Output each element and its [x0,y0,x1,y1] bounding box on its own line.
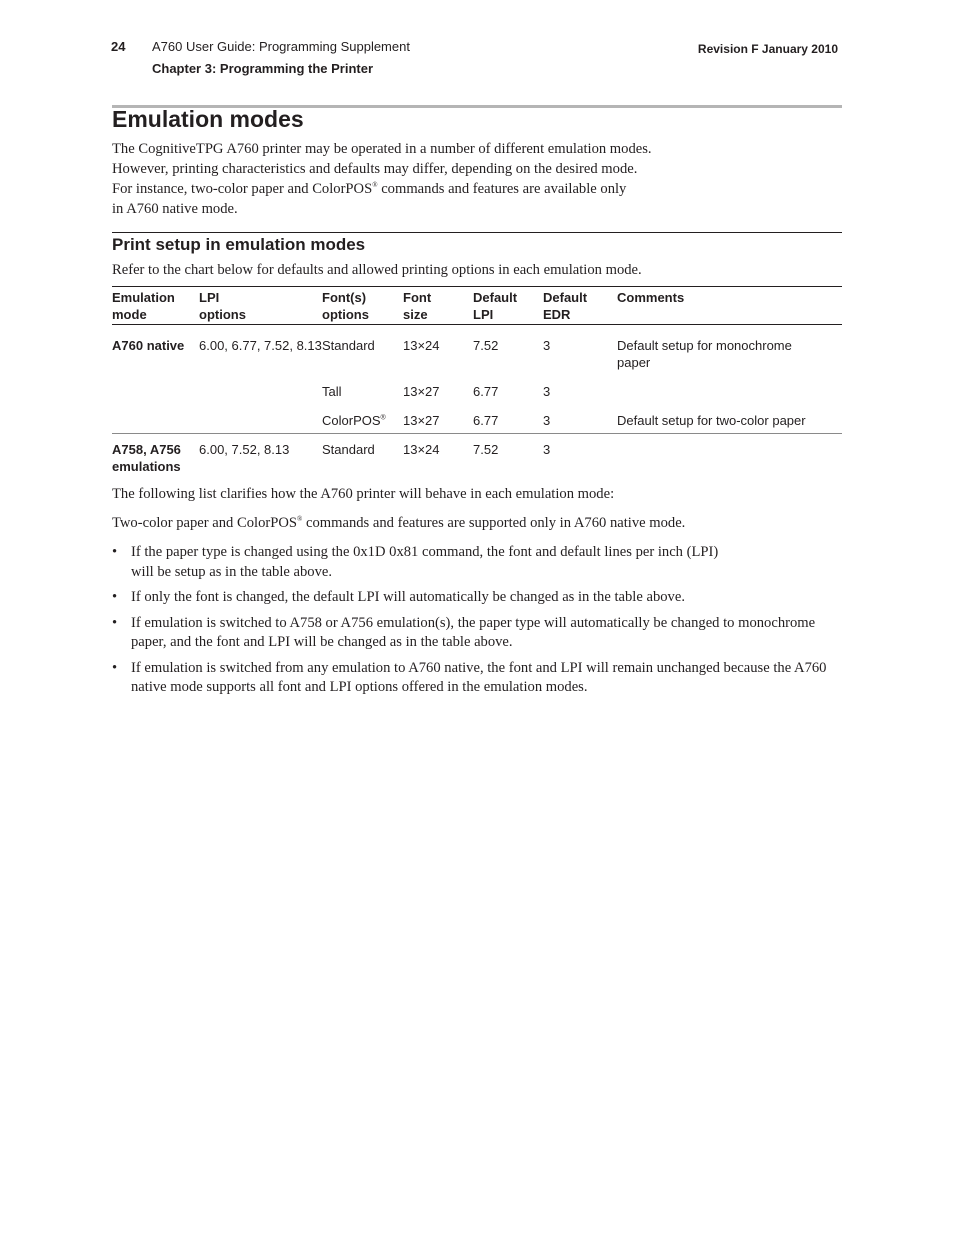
list-item: • If emulation is switched from any emulation to A760 native, the font and LPI will remain unchanged because the A760 native mode supports all font and LPI options offered in the emulation modes. [112,659,827,695]
header-comments: Comments [617,290,685,305]
cell-edr: 3 [543,384,551,399]
following-paragraph: The following list clarifies how the A760 printer will behave in each emulation mode: [112,486,615,502]
cell-edr: 3 [543,442,551,457]
bullet-icon: • [112,544,118,560]
intro-line-4: in A760 native mode. [112,201,238,217]
cell-size: 13×24 [403,442,440,457]
intro-line-3a: For instance, two-color paper and ColorPOS [112,181,373,197]
header-font-size: Font size [403,290,432,322]
registered-mark: ® [372,181,378,190]
cell-lpi: 6.00, 7.52, 8.13 [199,442,290,457]
header-emulation-mode: Emulation mode [112,290,175,322]
cell-comment: Default setup for two-color paper [617,413,806,428]
document-title: A760 User Guide: Programming Supplement [152,39,410,54]
cell-default-lpi: 7.52 [473,442,499,457]
intro-line-3b: commands and features are available only [377,181,627,197]
cell-size: 13×27 [403,384,440,399]
table-top-rule [112,286,842,287]
page-number: 24 [111,39,126,54]
cell-default-lpi: 6.77 [473,384,499,399]
subsection-divider [112,232,842,233]
intro-paragraph [112,139,692,219]
cell-default-lpi: 6.77 [473,413,499,428]
cell-lpi: 6.00, 6.77, 7.52, 8.13 [199,338,322,353]
header-default-lpi: Default LPI [473,290,518,322]
refer-text: Refer to the chart below for defaults and allowed printing options in each emulation mode. [112,262,642,278]
registered-mark: ® [297,515,303,524]
bullet-icon: • [112,659,118,676]
cell-edr: 3 [543,413,551,428]
table-header-rule [112,324,842,325]
cell-default-lpi: 7.52 [473,338,499,353]
intro-line-2: However, printing characteristics and defaults may differ, depending on the desired mode. [112,161,638,177]
intro-line-1: The CognitiveTPG A760 printer may be operated in a number of different emulation modes. [112,141,652,157]
cell-font: Tall [322,384,342,399]
cell-mode: A758, A756 emulations [112,442,181,474]
cell-size: 13×27 [403,413,440,428]
cell-mode: A760 native [112,338,185,353]
bullet-icon: • [112,589,118,605]
cell-font: ColorPOS® [322,413,386,428]
behavior-list [112,543,842,704]
list-item: • If the paper type is changed using the 0x1D 0x81 command, the font and default lines per inch (LPI) will be setup as in the table above. [112,544,719,580]
section-title: Emulation modes [112,106,304,132]
list-item: • If only the font is changed, the default LPI will automatically be changed as in the table above. [112,588,842,608]
cell-edr: 3 [543,338,551,353]
header-font-options: Font(s) options [322,290,369,322]
revision-label: Revision F January 2010 [697,42,838,56]
cell-size: 13×24 [403,338,440,353]
registered-mark: ® [380,414,386,422]
subsection-title: Print setup in emulation modes [112,235,366,254]
bullet-icon: • [112,614,118,631]
chapter-title: Chapter 3: Programming the Printer [152,61,374,76]
list-item: • If emulation is switched to A758 or A756 emulation(s), the paper type will automatically be changed to monochrome paper, and the font and LPI will be changed as in the table above. [112,614,816,650]
header-lpi-options: LPI options [199,290,246,322]
cell-comment: Default setup for monochrome paper [617,338,792,370]
header-default-edr: Default EDR [543,290,588,322]
twocolor-paragraph: Two-color paper and ColorPOS® commands and features are supported only in A760 native mode. [112,515,686,531]
cell-font: Standard [322,442,375,457]
cell-font: Standard [322,338,375,353]
table-row-rule [112,433,842,434]
